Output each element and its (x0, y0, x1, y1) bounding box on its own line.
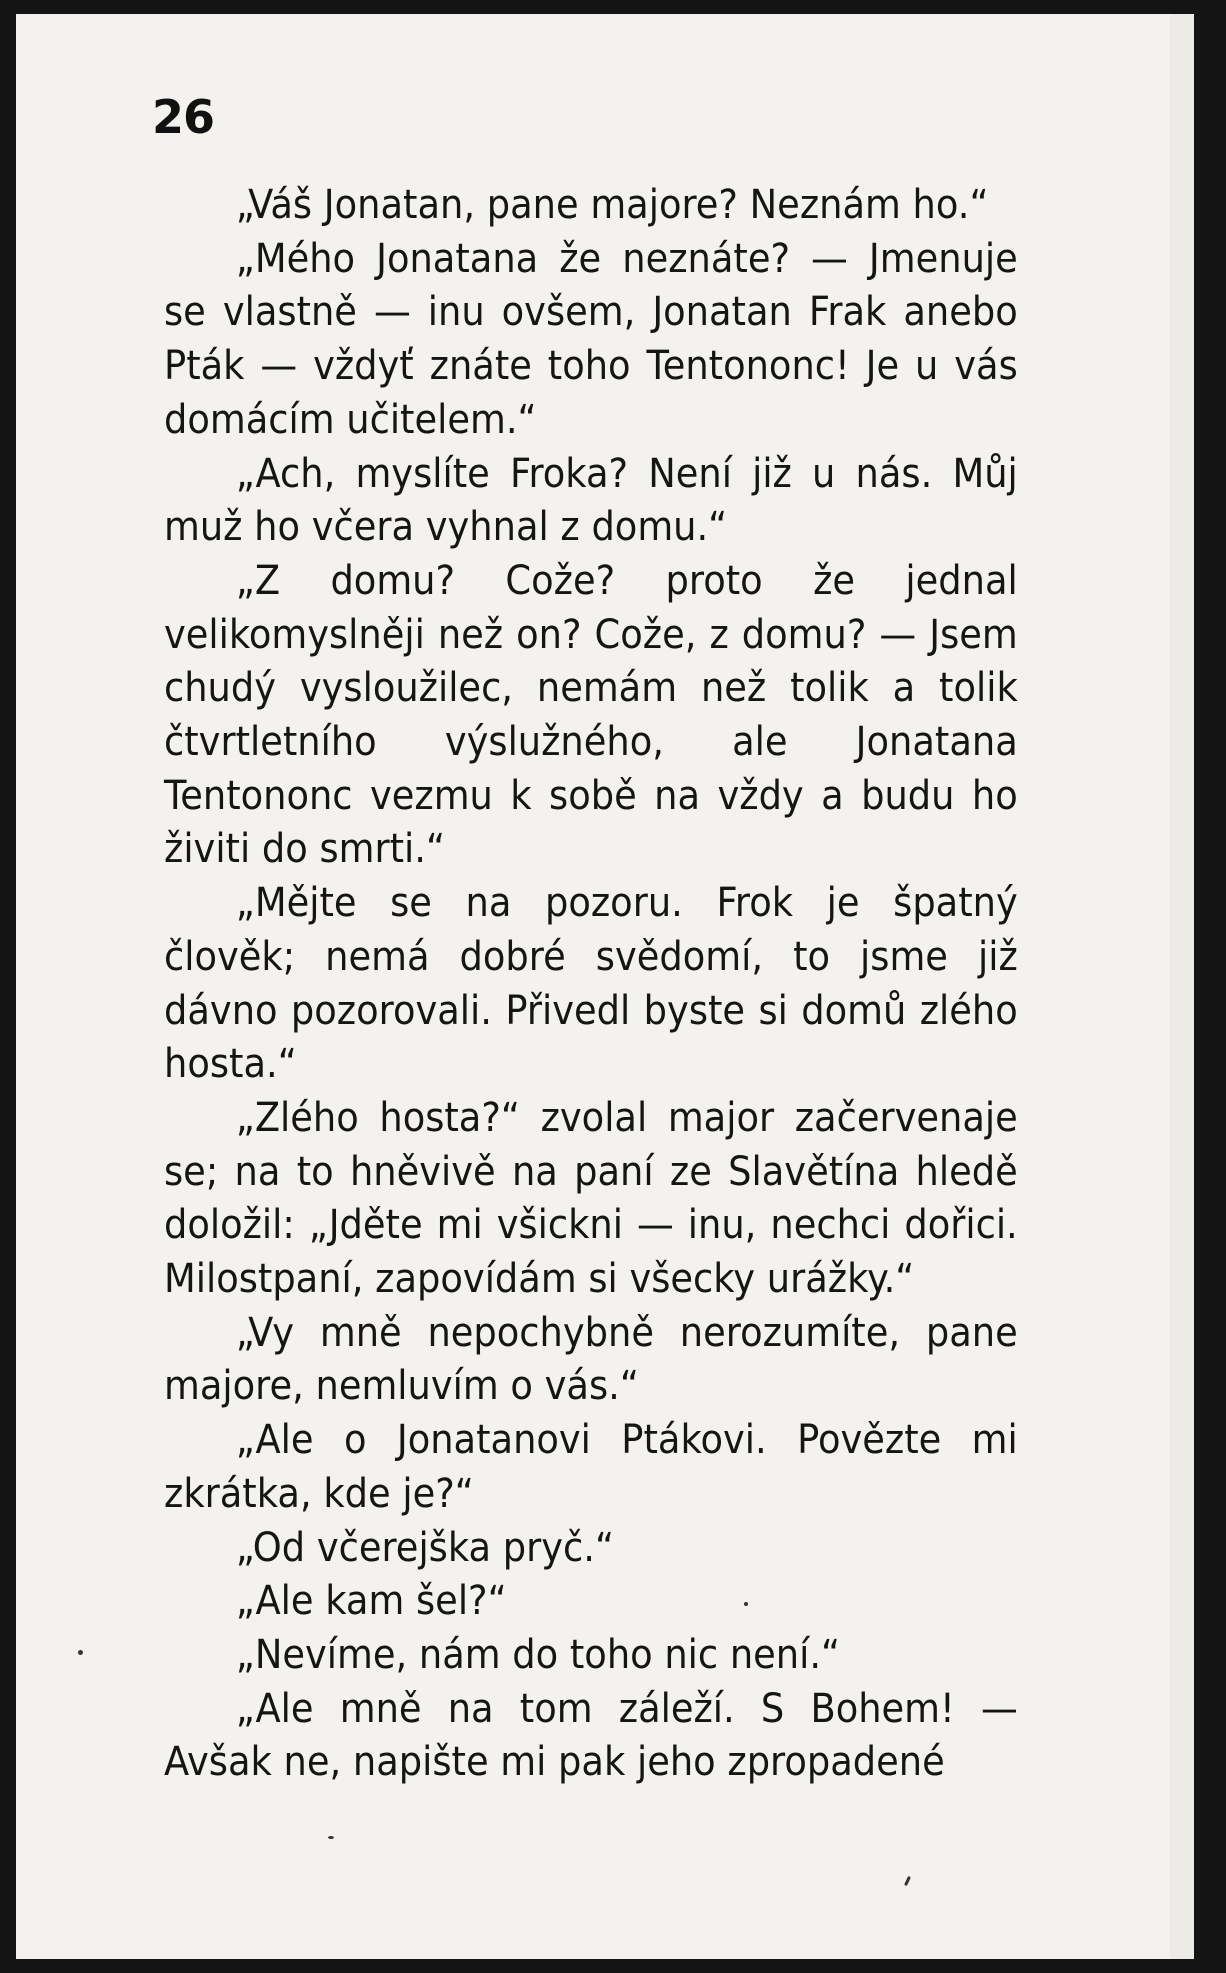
print-speck (78, 1650, 83, 1655)
paragraph: „Vy mně nepochybně nerozumíte, pane majore, nemluvím o vás.“ (164, 1309, 1018, 1410)
page-edge (1170, 14, 1194, 1959)
paragraph: „Mého Jonatana že neznáte? — Jmenuje se vlastně — inu ovšem, Jonatan Frak anebo Pták — vždyť znáte toho Tentononc! Je u vás domácím učitelem.“ (164, 235, 1018, 443)
paragraph: „Ale o Jonatanovi Ptákovi. Povězte mi zkrátka, kde je?“ (164, 1417, 1018, 1517)
paragraph: „Ach, myslíte Froka? Není již u nás. Můj muž ho včera vyhnal z domu.“ (164, 450, 1018, 551)
paragraph: „Nevíme, nám do toho nic není.“ (235, 1631, 841, 1678)
book-page (16, 14, 1170, 1959)
paragraph: „Váš Jonatan, pane majore? Neznám ho.“ (235, 182, 989, 228)
print-speck (904, 1876, 911, 1886)
page-number: 26 (152, 90, 215, 144)
paragraph: „Ale kam šel?“ (235, 1578, 507, 1625)
paragraph: „Zlého hosta?“ zvolal major začervenaje se; na to hněvivě na paní ze Slavětína hledě doložil: „Jděte mi všickni — inu, nechci dořici. Milostpaní, zapovídám si všecky urážky.“ (164, 1094, 1018, 1303)
print-speck (328, 1836, 334, 1839)
paragraph: „Ale mně na tom záleží. S Bohem! — Avšak ne, napište mi pak jeho zpropadené (164, 1685, 1018, 1786)
paragraph: „Mějte se na pozoru. Frok je špatný člověk; nemá dobré svědomí, to jsme již dávno pozorovali. Přivedl byste si domů zlého hosta.“ (164, 880, 1018, 1088)
body-text (164, 179, 1018, 1790)
paragraph: „Z domu? Cože? proto že jednal velikomyslněji než on? Cože, z domu? — Jsem chudý vysloužilec, nemám než tolik a tolik čtvrtletního výslužného, ale Jonatana Tentononc vezmu k sobě na vždy a budu ho živiti do smrti.“ (164, 557, 1018, 873)
print-speck (744, 1602, 748, 1606)
paragraph: „Od včerejška pryč.“ (235, 1524, 615, 1571)
